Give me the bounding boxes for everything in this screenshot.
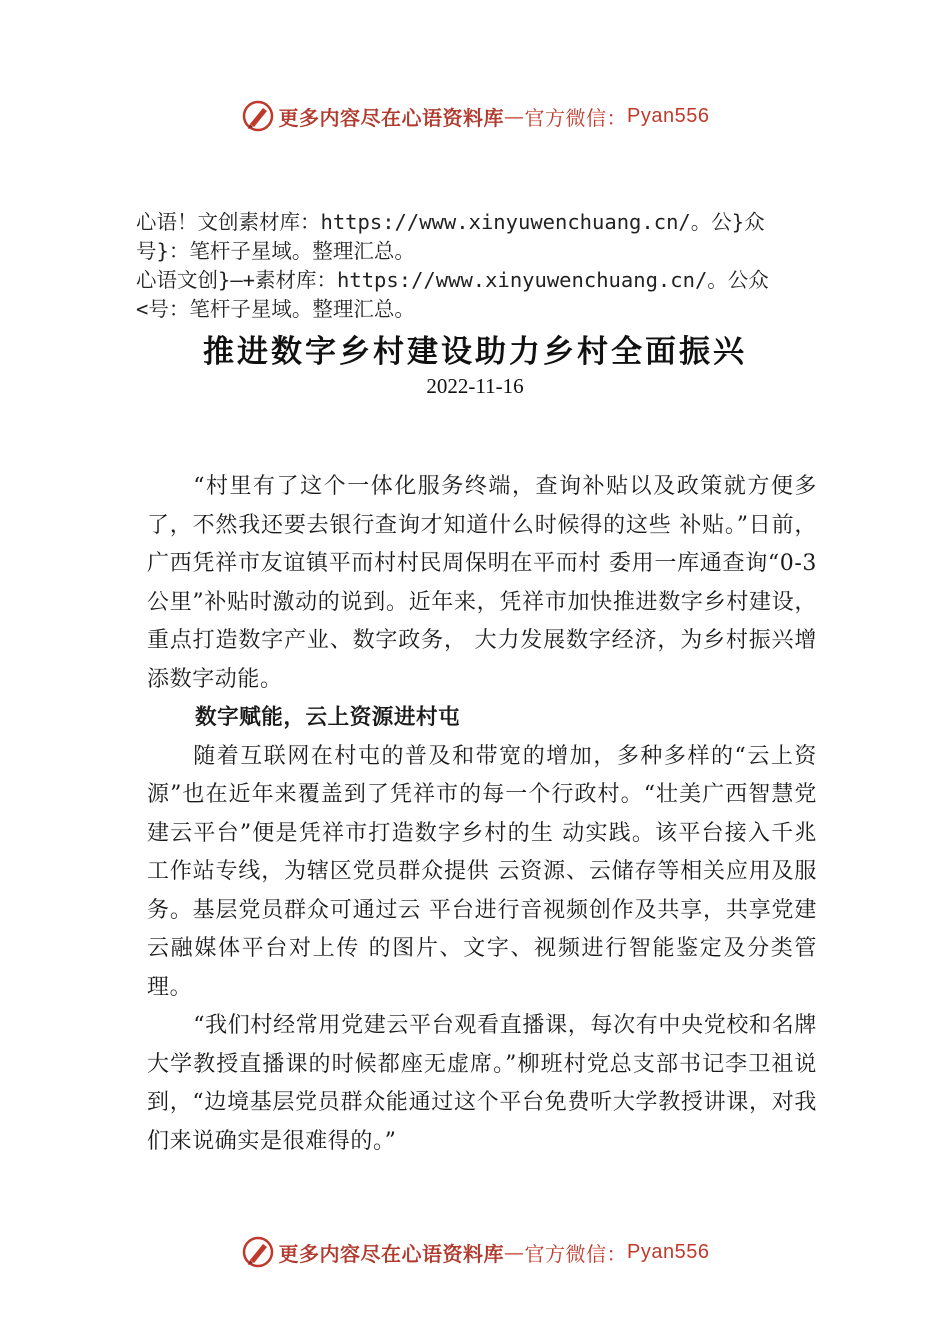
header-note-line: 号}：笔杆子星域。整理汇总。: [136, 239, 415, 263]
banner-brand: 更多内容尽在心语资料库: [278, 1241, 505, 1266]
pen-logo-icon: [241, 1235, 275, 1269]
banner-brand: 更多内容尽在心语资料库: [278, 105, 505, 130]
paragraph-2: 随着互联网在村屯的普及和带宽的增加，多种多样的“云上资源”也在近年来覆盖到了凭祥市的每一个行政村。“壮美广西智慧党建云平台”便是凭祥市打造数字乡村的生 动实践。该平台接入千兆工作站专线，为辖区党员群众提供 云资源、云储存等相关应用及服务。基层党员群众可通过云 平台进行音视频创作及共享，共享党建云融媒体平台对上传 的图片、文字、视频进行智能鉴定及分类管理。: [147, 743, 817, 1000]
banner-wechat-label: 官方微信：: [524, 1241, 628, 1266]
article-title: 推进数字乡村建设助力乡村全面振兴: [203, 334, 747, 370]
top-watermark-banner: [0, 98, 950, 134]
header-note-line: <号：笔杆子星域。整理汇总。: [136, 297, 415, 321]
paragraph-1: “村里有了这个一体化服务终端，查询补贴以及政策就方便多了，不然我还要去银行查询才知道什么时候得的这些 补贴。”日前，广西凭祥市友谊镇平而村村民周保明在平而村 委用一库通查询“0-3 公里”补贴时激动的说到。近年来，凭祥市加快推进数字乡村建设，重点打造数字产业、数字政务， 大力发展数字经济，为乡村振兴增添数字动能。: [147, 474, 817, 692]
banner-wechat-id: Pyan556: [627, 1240, 710, 1263]
banner-dash: —: [504, 104, 525, 128]
header-note-line: 心语文创}—+素材库：https://www.xinyuwenchuang.cn/。公众: [136, 268, 769, 292]
article-body: [147, 468, 817, 1161]
header-notes: [136, 208, 836, 324]
article-date: 2022-11-16: [426, 374, 524, 398]
banner-wechat-label: 官方微信：: [524, 105, 628, 130]
section-heading: 数字赋能，云上资源进村屯: [195, 705, 461, 730]
paragraph-3: “我们村经常用党建云平台观看直播课，每次有中央党校和名牌大学教授直播课的时候都座无虚席。”柳班村党总支部书记李卫祖说到，“边境基层党员群众能通过这个平台免费听大学教授讲课，对我们来说确实是很难得的。”: [147, 1013, 817, 1154]
header-note-line: 心语！文创素材库：https://www.xinyuwenchuang.cn/。公}众: [136, 210, 765, 234]
banner-wechat-id: Pyan556: [627, 104, 710, 127]
pen-logo-icon: [241, 99, 275, 133]
bottom-watermark-banner: [0, 1234, 950, 1270]
banner-dash: —: [504, 1240, 525, 1264]
